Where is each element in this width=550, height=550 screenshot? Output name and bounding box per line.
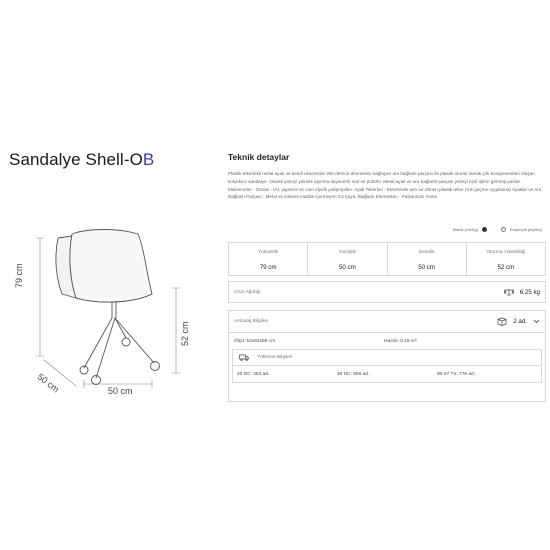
unit-metric-radio[interactable] <box>482 227 487 232</box>
loading-truck: 90 m³ Tır: 776 ad. <box>437 371 476 377</box>
width-dimension-label: 50 cm <box>108 386 133 396</box>
package-volume: Hacim: 0.19 m³ <box>384 338 417 344</box>
weight-value: 6.25 kg <box>519 288 540 296</box>
truck-icon <box>239 354 249 361</box>
seat-height-dimension-label: 52 cm <box>180 321 190 346</box>
loading-info-row <box>233 366 541 382</box>
measure-cell-height: Yükseklik 79 cm <box>228 243 308 275</box>
technical-details-heading: Teknik detaylar <box>228 152 290 162</box>
dimension-table <box>228 242 546 276</box>
technical-details-panel <box>228 152 546 377</box>
product-description: Plastik tekerlekli metal ayak ve kendi ekseninde 360 derece dönmesini sağlayan ara bağlantı parçası ile plastik oturak olarak çok kompenentten oluşan kolçaksız sandalye. Oturak yüzeyi yüksek aşınma dayanımlı mat ve pütürlü. Metal ayak ve ara bağlantı parçası yüzeyi özel işlem görmüş parlak. Malzemeler : Gövde : UV, pigment ve cam elyaflı polipropilen. Ayak Tekerleri : Ekseninde tam tur dönen plastik teker (Sık geçme uygulama) Ayaklar ve Ara Bağlantı Parçası : Metal ve solvent madde içermeyen toz boya. Bağlantı Elemanları : Paslanmaz metal <box>228 171 542 200</box>
packaging-header[interactable] <box>229 311 545 333</box>
package-count: 2 ad. <box>513 318 527 325</box>
unit-imperial-label: Emperyal (inç/lbs) <box>509 227 542 232</box>
packaging-label: Ambalaj Bilgileri <box>234 319 269 324</box>
weight-label: Ürün Ağırlığı <box>234 289 261 295</box>
measure-cell-width: Genişlik 50 cm <box>308 243 387 275</box>
packaging-panel <box>228 310 546 402</box>
chevron-down-icon[interactable] <box>533 319 540 324</box>
depth-dimension-label: 50 cm <box>35 371 61 395</box>
loading-info-box <box>232 349 542 383</box>
chair-line-illustration <box>14 208 204 398</box>
loading-info-header <box>233 350 541 366</box>
scale-icon <box>504 288 514 296</box>
unit-toggle <box>453 227 542 232</box>
title-accent: B <box>142 150 155 169</box>
height-dimension-label: 79 cm <box>14 263 24 288</box>
chair-drawing <box>14 208 204 398</box>
loading-40hc: 40 HC: 656 ad. <box>337 371 370 377</box>
package-size: Ölçü: 52x63x59 cm <box>234 338 276 344</box>
loading-20dc: 20 DC: 284 ad. <box>237 371 270 377</box>
measure-cell-depth: Derinlik 50 cm <box>388 243 467 275</box>
box-icon <box>497 317 507 326</box>
unit-metric-label: Metrik (cm/kg) <box>452 227 478 232</box>
product-title: Sandalye Shell-OB <box>9 150 155 169</box>
loading-info-label: Yükleme Bilgileri <box>257 355 293 360</box>
measure-cell-seat-height: Oturma Yüksekliği 52 cm <box>467 243 546 275</box>
unit-imperial-radio[interactable] <box>501 227 506 232</box>
package-size-row <box>229 333 545 349</box>
product-weight-row <box>228 281 546 303</box>
